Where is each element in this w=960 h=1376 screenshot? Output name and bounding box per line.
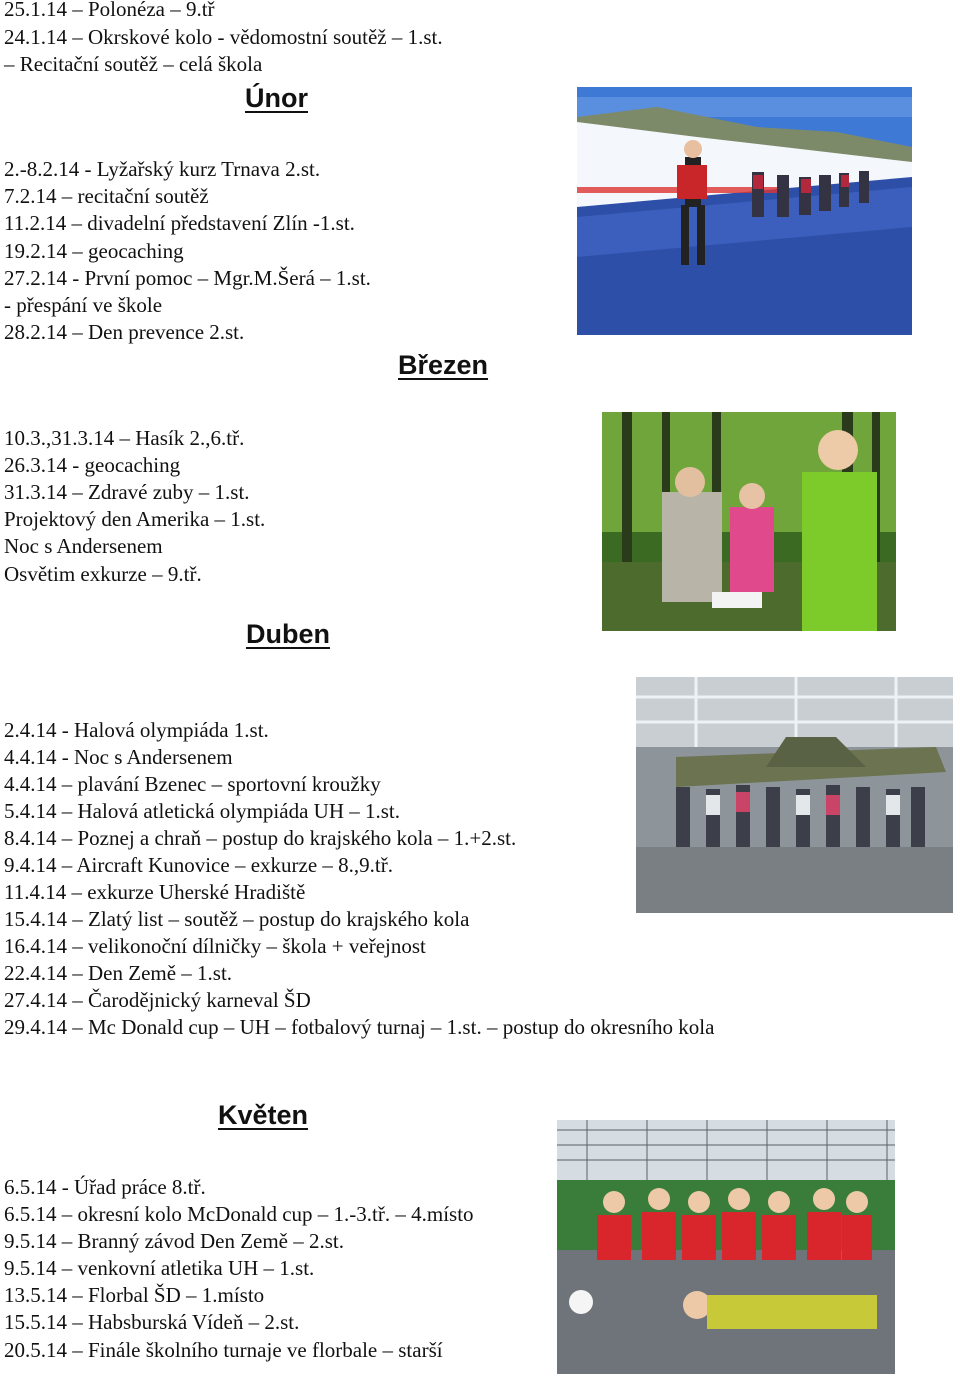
text-line: 4.4.14 – plavání Bzenec – sportovní kroužky (4, 772, 381, 796)
text-line: - přespání ve škole (4, 293, 163, 317)
text-line: 5.4.14 – Halová atletická olympiáda UH – 1.st. (4, 799, 400, 823)
text-line: 22.4.14 – Den Země – 1.st. (4, 961, 233, 985)
text-line: 10.3.,31.3.14 – Hasík 2.,6.tř. (4, 426, 245, 450)
heading-kveten: Květen (218, 1100, 309, 1130)
text-line: 19.2.14 – geocaching (4, 239, 184, 263)
text-line: 25.1.14 – Polonéza – 9.tř (4, 0, 215, 21)
text-line: 13.5.14 – Florbal ŠD – 1.místo (4, 1283, 265, 1307)
heading-duben: Duben (246, 619, 330, 649)
text-line: 15.4.14 – Zlatý list – soutěž – postup do krajského kola (4, 907, 470, 931)
text-line: 24.1.14 – Okrskové kolo - vědomostní soutěž – 1.st. (4, 25, 443, 49)
text-line: Osvětim exkurze – 9.tř. (4, 562, 202, 586)
text-line: 15.5.14 – Habsburská Vídeň – 2.st. (4, 1310, 300, 1334)
photo-aircraft-hangar (636, 677, 953, 913)
text-line: 11.2.14 – divadelní představení Zlín -1.st. (4, 211, 355, 235)
text-line: 28.2.14 – Den prevence 2.st. (4, 320, 245, 344)
text-line: 20.5.14 – Finále školního turnaje ve florbale – starší (4, 1338, 443, 1362)
photo-ski-course (577, 87, 912, 335)
text-line: 7.2.14 – recitační soutěž (4, 184, 209, 208)
text-line: 27.2.14 - První pomoc – Mgr.M.Šerá – 1.st. (4, 266, 371, 290)
text-line: 27.4.14 – Čarodějnický karneval ŠD (4, 988, 311, 1012)
text-line: 2.4.14 - Halová olympiáda 1.st. (4, 718, 269, 742)
text-line: 9.5.14 – Branný závod Den Země – 2.st. (4, 1229, 345, 1253)
text-line: Noc s Andersenem (4, 534, 163, 558)
text-line: 6.5.14 - Úřad práce 8.tř. (4, 1175, 206, 1199)
text-line: 4.4.14 - Noc s Andersenem (4, 745, 233, 769)
text-line: 9.4.14 – Aircraft Kunovice – exkurze – 8.,9.tř. (4, 853, 393, 877)
photo-forest-geocaching (602, 412, 896, 631)
text-line: 6.5.14 – okresní kolo McDonald cup – 1.-3.tř. – 4.místo (4, 1202, 474, 1226)
text-line: Projektový den Amerika – 1.st. (4, 507, 266, 531)
text-line: 29.4.14 – Mc Donald cup – UH – fotbalový turnaj – 1.st. – postup do okresního kola (4, 1015, 715, 1039)
text-line: 26.3.14 - geocaching (4, 453, 181, 477)
heading-unor: Únor (245, 83, 308, 113)
text-line: 16.4.14 – velikonoční dílničky – škola + veřejnost (4, 934, 426, 958)
text-line: 8.4.14 – Poznej a chraň – postup do krajského kola – 1.+2.st. (4, 826, 517, 850)
heading-brezen: Březen (398, 350, 489, 380)
text-line: 2.-8.2.14 - Lyžařský kurz Trnava 2.st. (4, 157, 321, 181)
text-line: 31.3.14 – Zdravé zuby – 1.st. (4, 480, 250, 504)
text-line: 11.4.14 – exkurze Uherské Hradiště (4, 880, 306, 904)
text-line: 9.5.14 – venkovní atletika UH – 1.st. (4, 1256, 315, 1280)
text-line: – Recitační soutěž – celá škola (4, 52, 263, 76)
photo-football-team (557, 1120, 895, 1374)
